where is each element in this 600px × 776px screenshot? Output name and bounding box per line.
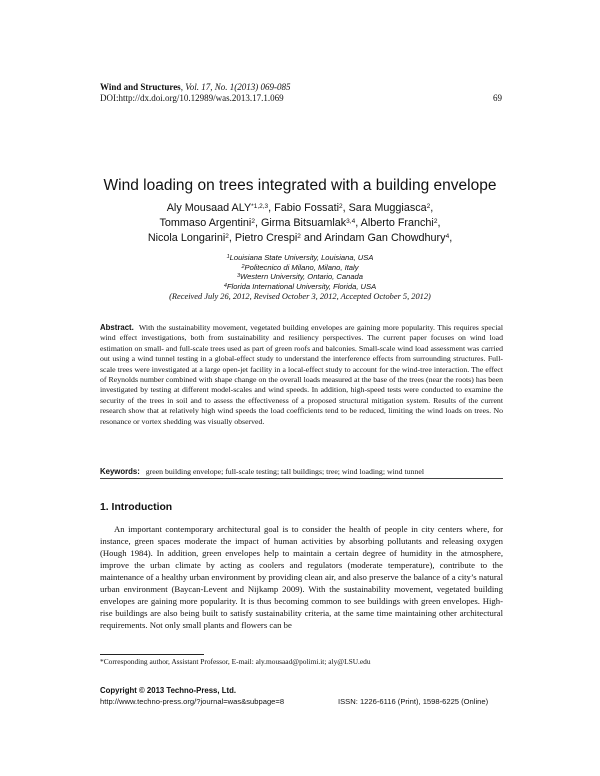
author: Nicola Longarini$^2$, (147, 232, 235, 244)
affiliations (100, 253, 500, 291)
abstract (100, 323, 503, 427)
copyright: Copyright © 2013 Techno-Press, Ltd. (100, 686, 237, 695)
body-text (100, 523, 503, 631)
author: Alberto Franchi$^2$, (360, 217, 441, 229)
affiliation: $^1$Louisiana State University, Louisiana, USA (226, 253, 374, 262)
affiliation: $^3$Western University, Ontario, Canada (236, 272, 364, 282)
author: Tommaso Argentini$^2$, (159, 217, 261, 229)
abstract-text: With the sustainability movement, vegetated building envelopes are gaining more popularity. This requires special wind effect investigations, both from sustainability and resiliency perspectives. The current paper focuses on wind load estimation on small- and full-scale trees used as part of green roofs and balconies. Small-scale wind load assessment was carried out using a wind tunnel testing in a global-effect study to understand the interference effects from surrounding structures. Full-scale trees were investigated at a large open-jet facility in a local-effect study to account for the wind-tree interaction. The effect of Reynolds number combined with shape change on the overall loads measured at the base of the trees (near the roots) has been investigated by testing at different model-scales and wind speeds. In addition, high-speed tests were conducted to examine the security of the trees in soil and to assess the effectiveness of a proposed structural mitigation system. Results of the current research show that at relatively high wind speeds the load coefficients tend to be reduced, limiting the wind loads on trees. No resonance or vortex shedding was visually observed. (100, 323, 503, 426)
received-dates: (Received July 26, 2012, Revised October 3, 2012, Accepted October 5, 2012) (169, 292, 431, 301)
author-list (100, 201, 500, 246)
journal-citation (100, 82, 290, 93)
doi-line[interactable]: DOI:http://dx.doi.org/10.12989/was.2013.17.1.069 (100, 93, 284, 103)
paragraph: An important contemporary architectural goal is to consider the health of people in city centers where, for instance, green spaces moderate the impact of human activities by absorbing pollutants and releasing oxygen (Hough 1984). In addition, green envelopes help to maintain a certain degree of humidity in the atmosphere, improve the urban climate by acting as coolers and regulators (moderate temperature), contribute to the maintenance of a healthy urban environment by providing clean air, and also preserve the balance of a city’s natural urban environment (Baycan-Levent and Nijkamp 2009). With the sustainability movement, vegetated building envelopes are gaining more popularity. It is thus becoming common to see buildings with green envelopes. High-rise buildings are also being built to satisfy sustainability criteria, at the same time maintaining other architectural requirements. Not only small plants and flowers can be (100, 524, 503, 630)
author: Arindam Gan Chowdhury$^4$, (324, 232, 453, 244)
keywords-label: Keywords: (100, 467, 140, 476)
affiliation: $^4$Florida International University, Florida, USA (223, 281, 377, 291)
journal-volume: , Vol. 17, No. 1(2013) 069-085 (180, 82, 291, 92)
journal-url[interactable]: http://www.techno-press.org/?journal=was&subpage=8 (100, 697, 285, 706)
footnote: *Corresponding author, Assistant Professor, E-mail: aly.mousaad@polimi.it; aly@LSU.edu (100, 657, 371, 666)
affiliation: $^2$Politecnico di Milano, Milano, Italy (241, 262, 359, 272)
keywords (100, 467, 503, 477)
issn: ISSN: 1226-6116 (Print), 1598-6225 (Online) (338, 697, 489, 706)
footnote-divider (100, 654, 204, 655)
author: Pietro Crespi$^2$ and (234, 232, 325, 244)
keywords-text: green building envelope; full-scale testing; tall buildings; tree; wind loading; wind tunnel (145, 467, 424, 476)
page-number: 69 (493, 93, 502, 103)
author: Girma Bitsuamlak$^{3,4}$, (260, 217, 361, 229)
author: Sara Muggiasca$^2$, (348, 202, 434, 214)
keywords-divider (100, 478, 503, 479)
author: Fabio Fossati$^2$, (274, 202, 349, 214)
journal-name: Wind and Structures (100, 82, 181, 92)
abstract-label: Abstract. (100, 323, 134, 332)
author: Aly Mousaad ALY$^{*1,2,3}$, (166, 202, 275, 214)
section-heading: 1. Introduction (100, 502, 173, 513)
paper-title: Wind loading on trees integrated with a building envelope (103, 177, 497, 194)
